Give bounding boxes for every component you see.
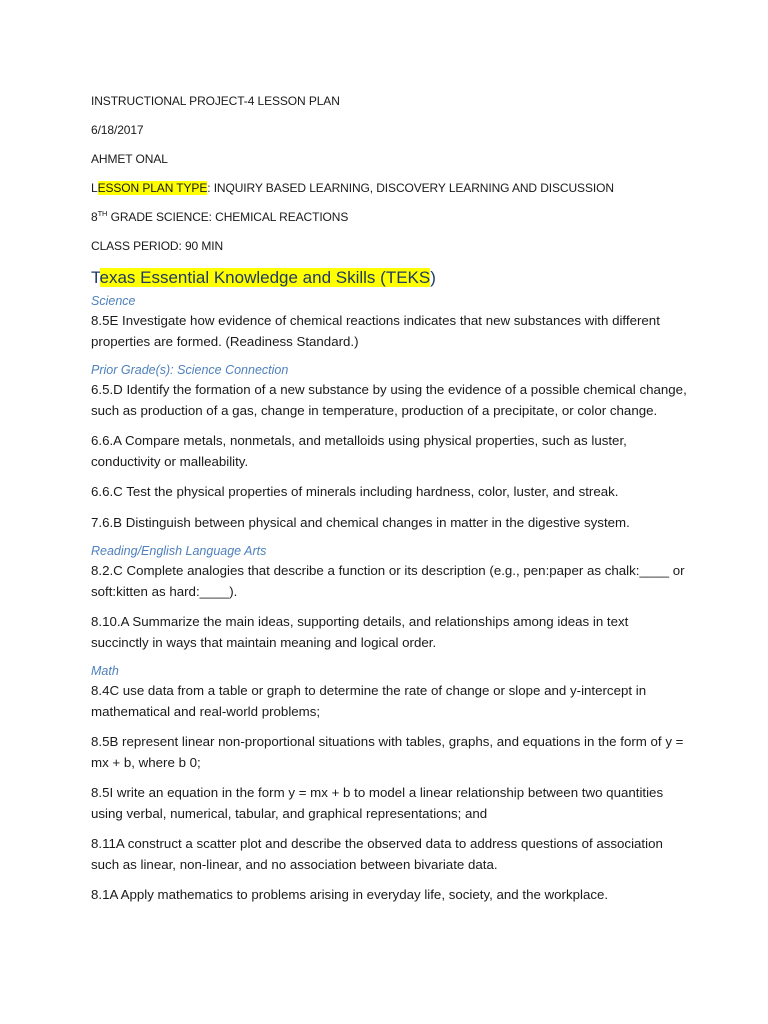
science-heading: Science xyxy=(91,294,136,308)
teks-heading-highlight: exas Essential Knowledge and Skills (TEKS xyxy=(99,268,431,287)
teks-heading xyxy=(91,267,691,289)
grade-number: 8 xyxy=(91,210,98,224)
reading-heading: Reading/English Language Arts xyxy=(91,544,267,558)
lesson-plan-content xyxy=(91,93,691,916)
lesson-type-colon: : xyxy=(207,181,211,195)
lesson-type-label-first: L xyxy=(91,181,98,195)
standard-8-10-a: 8.10.A Summarize the main ideas, supporting details, and relationships among ideas in text succinctly in ways that maintain meaning and logical order. xyxy=(91,614,629,650)
standard-8-5b: 8.5B represent linear non-proportional situations with tables, graphs, and equations in the form of y = mx + b, where b 0; xyxy=(91,734,684,770)
document-title: INSTRUCTIONAL PROJECT-4 LESSON PLAN xyxy=(91,94,340,108)
standard-6-5-d: 6.5.D Identify the formation of a new substance by using the evidence of a possible chemical change, such as production of a gas, change in temperature, production of a precipitate, or color change. xyxy=(91,382,687,418)
standard-8-11a: 8.11A construct a scatter plot and describe the observed data to address questions of association such as linear, non-linear, and no association between bivariate data. xyxy=(91,836,663,872)
standard-6-6-a: 6.6.A Compare metals, nonmetals, and metalloids using physical properties, such as luster, conductivity or malleability. xyxy=(91,433,627,469)
document-date: 6/18/2017 xyxy=(91,123,144,137)
teks-heading-first: T xyxy=(91,268,100,287)
standard-8-1a: 8.1A Apply mathematics to problems arising in everyday life, society, and the workplace. xyxy=(91,887,609,902)
standard-8-5e: 8.5E Investigate how evidence of chemical reactions indicates that new substances with different properties are formed. (Readiness Standard.) xyxy=(91,313,660,349)
prior-grades-heading: Prior Grade(s): Science Connection xyxy=(91,363,289,377)
grade-text: GRADE SCIENCE: CHEMICAL REACTIONS xyxy=(107,210,349,224)
standard-8-4c: 8.4C use data from a table or graph to determine the rate of change or slope and y-intercept in mathematical and real-world problems; xyxy=(91,683,647,719)
standard-6-6-c: 6.6.C Test the physical properties of minerals including hardness, color, luster, and streak. xyxy=(91,484,619,499)
class-period: CLASS PERIOD: 90 MIN xyxy=(91,239,224,253)
lesson-plan-type xyxy=(91,180,691,196)
lesson-type-value: INQUIRY BASED LEARNING, DISCOVERY LEARNING AND DISCUSSION xyxy=(210,181,614,195)
grade-suffix: TH xyxy=(97,209,108,218)
standard-8-2-c: 8.2.C Complete analogies that describe a function or its description (e.g., pen:paper as chalk:____ or soft:kitten as hard:____). xyxy=(91,563,685,599)
standard-8-5i: 8.5I write an equation in the form y = mx + b to model a linear relationship between two quantities using verbal, numerical, tabular, and graphical representations; and xyxy=(91,785,664,821)
document-author: AHMET ONAL xyxy=(91,152,168,166)
lesson-type-label-highlight: ESSON PLAN TYPE xyxy=(97,181,208,195)
grade-subject xyxy=(91,209,691,225)
math-heading: Math xyxy=(91,664,119,678)
teks-heading-end: ) xyxy=(430,268,436,287)
standard-7-6-b: 7.6.B Distinguish between physical and chemical changes in matter in the digestive system. xyxy=(91,514,630,530)
